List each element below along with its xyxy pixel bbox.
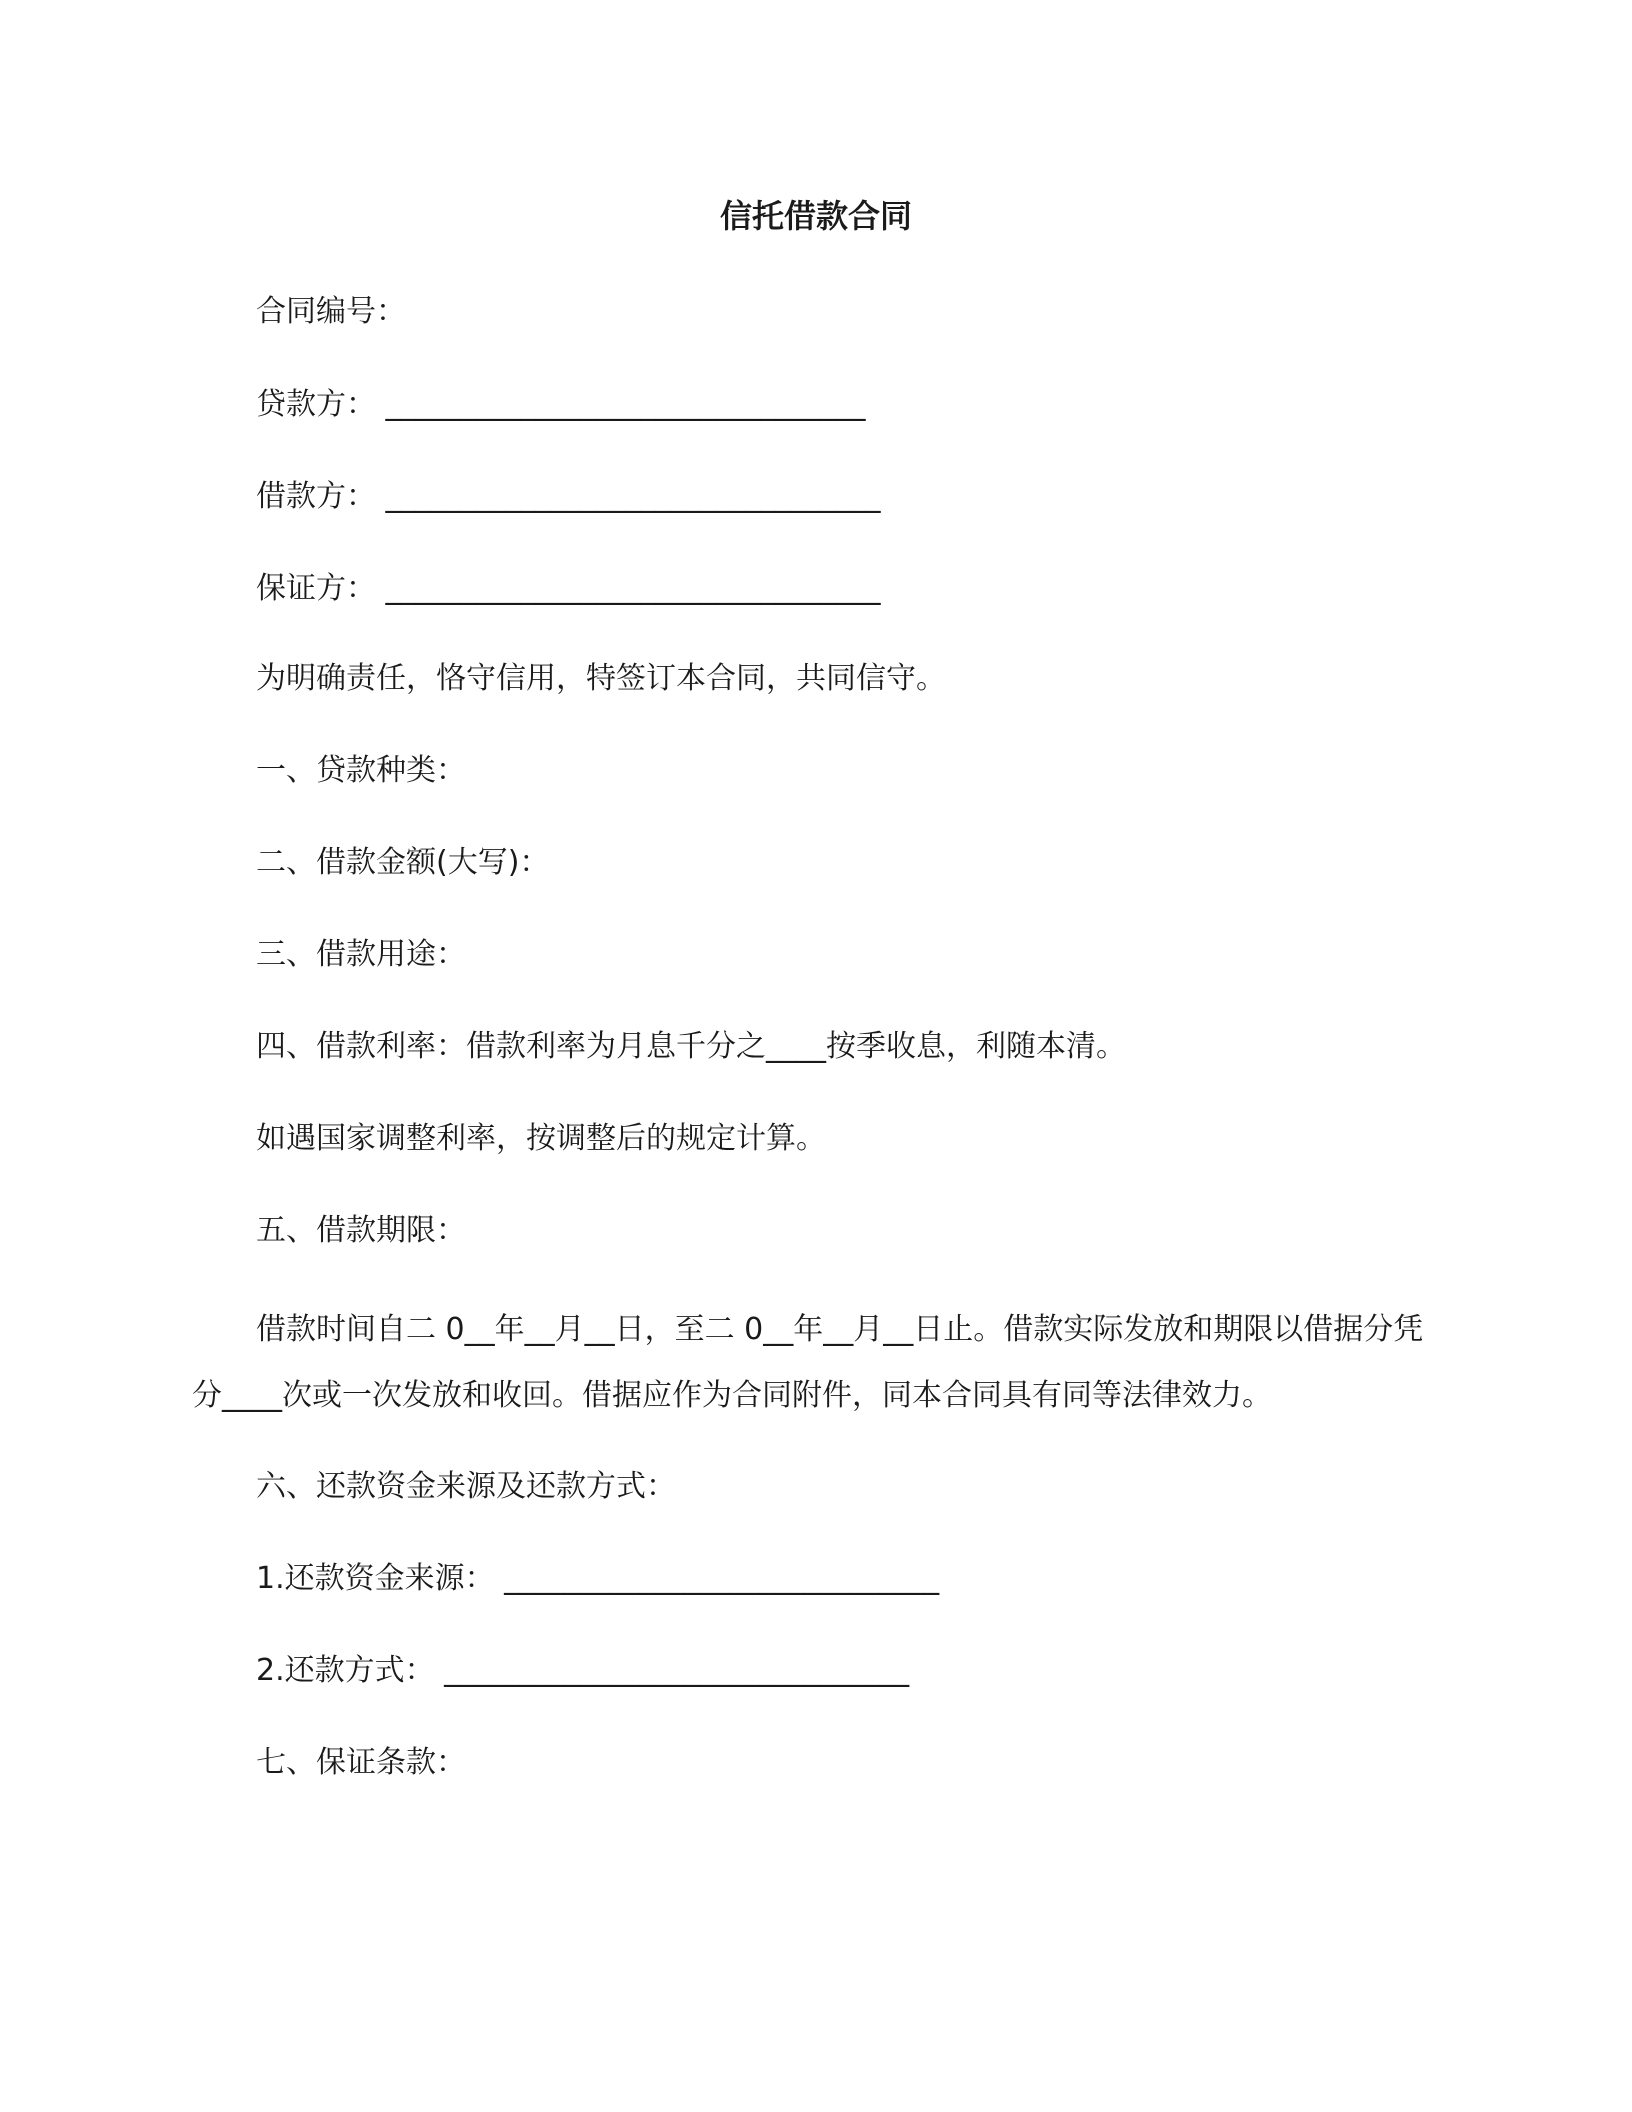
borrower-blank: _________________________________ [385,479,881,514]
repayment-method-line [256,1649,909,1693]
lender-blank: ________________________________ [385,387,866,422]
contract-number-label [256,290,406,334]
repayment-method-label: 2.还款方式： [256,1653,435,1688]
section-4-heading: 四、借款利率：借款利率为月息千分之____按季收息，利随本清。 [256,1029,1126,1064]
borrower-label: 借款方： [256,479,376,514]
section-4-note: 如遇国家调整利率，按调整后的规定计算。 [256,1121,826,1156]
lender-label: 贷款方： [256,387,376,422]
section-1-heading: 一、贷款种类： [256,753,466,788]
lender-line [256,383,866,427]
repayment-source-line [256,1557,939,1601]
guarantor-blank: _________________________________ [385,571,881,606]
repayment-source-label: 1.还款资金来源： [256,1561,495,1596]
guarantor-label: 保证方： [256,571,376,606]
section-7-heading: 七、保证条款： [256,1745,466,1780]
section-2-heading: 二、借款金额(大写)： [256,845,550,880]
document-title: 信托借款合同 [719,197,912,235]
section-6-heading: 六、还款资金来源及还款方式： [256,1469,676,1504]
section-3-heading: 三、借款用途： [256,937,466,972]
contract-number-text: 合同编号： [256,294,406,329]
repayment-method-blank: _______________________________ [444,1653,910,1688]
borrower-line [256,475,881,519]
guarantor-line [256,567,881,611]
section-5-heading: 五、借款期限： [256,1213,466,1248]
repayment-source-blank: _____________________________ [504,1561,940,1596]
section-5-paragraph: 借款时间自二 0__年__月__日，至二 0__年__月__日止。借款实际发放和期限以借据分凭分____次或一次发放和收回。借据应作为合同附件，同本合同具有同等法律效力。 [192,1312,1424,1413]
intro-text: 为明确责任，恪守信用，特签订本合同，共同信守。 [256,661,946,696]
